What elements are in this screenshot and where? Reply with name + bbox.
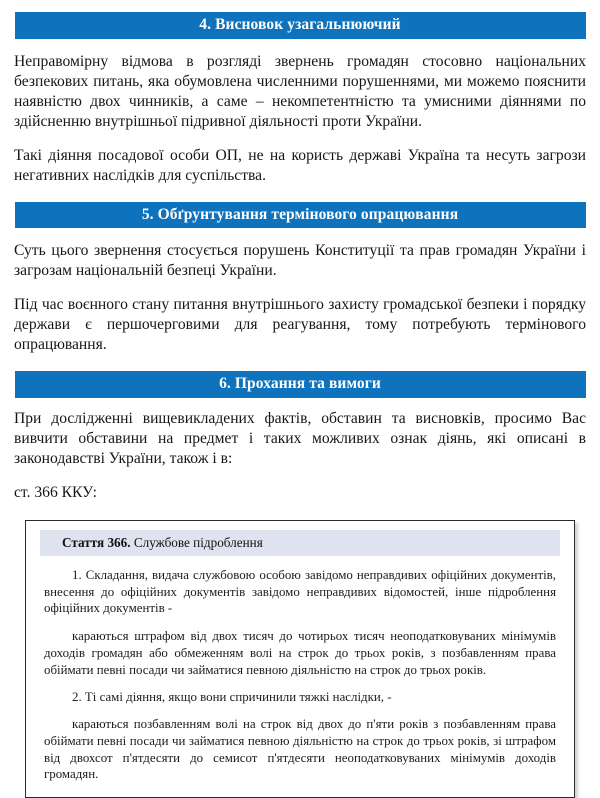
section-4-paragraph-1: Неправомірну відмова в розгляді звернень громадян стосовно національних безпекових питань, яка обумовлена численними порушеннями, ми можемо пояснити наявністю двох чинників, а саме – некомпетентністю та умисними діяннями по здійсненню внутрішньої підривної діяльності проти України. bbox=[14, 52, 586, 130]
statute-quote-box bbox=[25, 520, 575, 798]
section-4-paragraph-2: Такі діяння посадової особи ОП, не на користь державі Україна та несуть загрози негативних наслідків для суспільства. bbox=[14, 146, 586, 184]
statute-title-name: Службове підроблення bbox=[133, 534, 263, 550]
section-heading-4-wrapper bbox=[0, 12, 600, 39]
section-heading-5: 5. Обґрунтування термінового опрацювання bbox=[15, 202, 586, 229]
statute-title bbox=[40, 530, 560, 556]
section-heading-6-wrapper bbox=[0, 371, 600, 398]
statute-title-number: Стаття 366. bbox=[62, 534, 131, 550]
statute-paragraph-1: 1. Складання, видача службовою особою завідомо неправдивих офіційних документів, внесення до офіційних документів завідомо неправдивих відомостей, інше підроблення офіційних документів - bbox=[44, 567, 556, 616]
section-6-paragraph-1: При дослідженні вищевикладених фактів, обставин та висновків, просимо Вас вивчити обставини на предмет і таких можливих ознак діянь, які описані в законодавстві України, також і в: bbox=[14, 409, 586, 467]
statute-reference-line: ст. 366 ККУ: bbox=[14, 483, 97, 501]
statute-penalty-1: караються штрафом від двох тисяч до чотирьох тисяч неоподатковуваних мінімумів доходів громадян або обмеженням волі на строк до трьох років, з позбавленням права обіймати певні посади чи займатися певною діяльністю на строк до трьох років. bbox=[44, 629, 556, 677]
section-heading-6: 6. Прохання та вимоги bbox=[15, 371, 586, 398]
statute-paragraph-2: 2. Ті самі діяння, якщо вони спричинили тяжкі наслідки, - bbox=[72, 690, 392, 705]
section-heading-4: 4. Висновок узагальнюючий bbox=[15, 12, 586, 39]
section-5-paragraph-1: Суть цього звернення стосується порушень Конституції та прав громадян України і загрозам національній безпеці України. bbox=[14, 242, 586, 280]
statute-penalty-2: караються позбавленням волі на строк від двох до п'яти років з позбавленням права обіймати певні посади чи займатися певною діяльністю на строк до трьох років, зі штрафом від двохсот п'ятдесяти до семисот п'ятдесяти неоподатковуваних мінімумів доходів громадян. bbox=[44, 717, 556, 782]
section-heading-5-wrapper bbox=[0, 202, 600, 229]
section-5-paragraph-2: Під час воєнного стану питання внутрішнього захисту громадської безпеки і порядку держави є першочерговими для реагування, тому потребують термінового опрацювання. bbox=[14, 296, 586, 354]
